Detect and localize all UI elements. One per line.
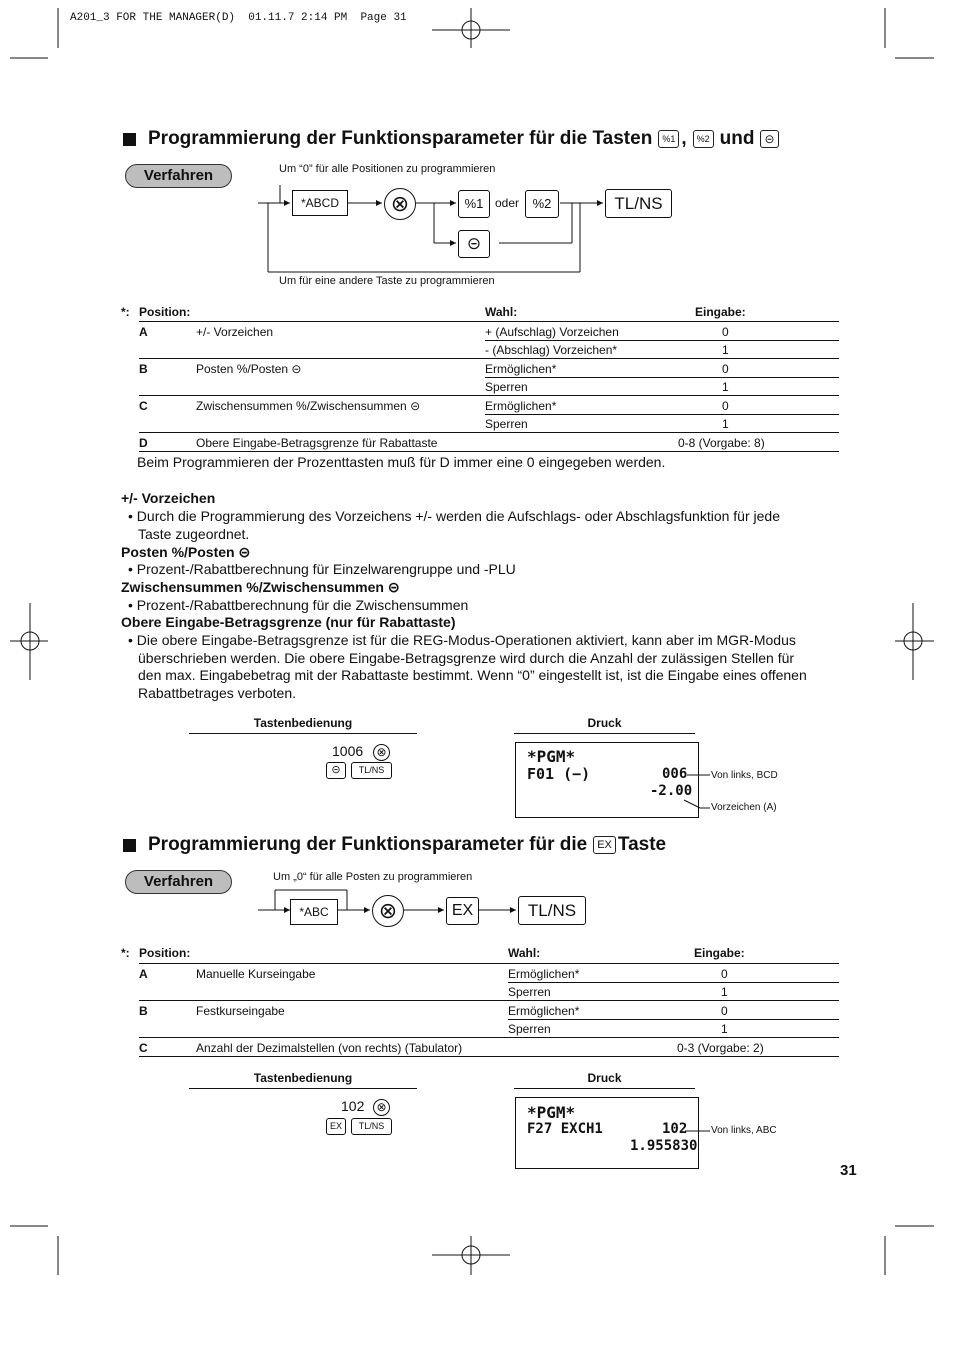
minus-key-icon: ⊝	[326, 762, 346, 779]
receipt-line: *PGM*	[527, 747, 576, 766]
row-value: 1	[722, 417, 729, 431]
druck-label: Druck	[587, 716, 622, 730]
title-und: und	[719, 128, 755, 149]
abcd-box: *ABCD	[292, 190, 348, 216]
row-code: A	[139, 967, 148, 981]
expl-head: Obere Eingabe-Betragsgrenze (nur für Rabattaste)	[121, 614, 456, 630]
row-value: 0-8 (Vorgabe: 8)	[678, 436, 765, 450]
row-code: B	[139, 362, 148, 376]
row-option: + (Aufschlag) Vorzeichen	[485, 325, 619, 339]
row-option: Ermöglichen*	[485, 399, 557, 413]
verfahren-badge: Verfahren	[125, 164, 232, 188]
expl-head: Posten %/Posten ⊝	[121, 544, 251, 560]
table2-head-wahl: Wahl:	[508, 946, 541, 960]
multiply-key-icon: ⊗	[373, 744, 390, 761]
row-desc: Zwischensummen %/Zwischensummen ⊝	[196, 399, 421, 413]
flow1-note-bottom: Um für eine andere Taste zu programmieren	[279, 275, 495, 287]
section1-title-text: Programmierung der Funktionsparameter für die Tasten	[148, 128, 653, 149]
table2-head-position: Position:	[139, 946, 191, 960]
multiply-key-icon: ⊗	[373, 1099, 390, 1116]
key-minus-icon: ⊝	[760, 130, 778, 148]
table2-head-eingabe: Eingabe:	[694, 946, 745, 960]
ex-key: EX	[446, 897, 479, 925]
page-number: 31	[840, 1162, 857, 1179]
row-value: 1	[722, 343, 729, 357]
row-option: Sperren	[485, 380, 528, 394]
expl-line: den max. Eingabebetrag mit der Rabattaste bestimmt. Wenn “0” eingestellt ist, ist die Eingabe eines offenen	[138, 667, 807, 683]
receipt-line: 006	[662, 766, 688, 782]
expl-line: • Die obere Eingabe-Betragsgrenze ist für die REG-Modus-Operationen aktiviert, kann aber im MGR-Modus	[128, 632, 796, 648]
section2-title	[123, 834, 666, 856]
key-ex-icon: EX	[593, 836, 616, 854]
receipt-line: F01 (−)	[527, 765, 591, 783]
row-code: D	[139, 436, 148, 450]
table1-head-position: Position:	[139, 305, 191, 319]
table2-star: *:	[121, 946, 130, 960]
row-value: 0	[722, 399, 729, 413]
row-option: - (Abschlag) Vorzeichen*	[485, 343, 618, 357]
key-seq-number: 1006	[332, 743, 364, 759]
row-desc: Festkurseingabe	[196, 1004, 285, 1018]
row-option: Ermöglichen*	[508, 967, 580, 981]
expl-line: • Durch die Programmierung des Vorzeichens +/- werden die Aufschlags- oder Abschlagsfunktion für jede	[128, 508, 780, 524]
ex-key: EX	[326, 1118, 346, 1135]
pct1-key: %1	[458, 190, 490, 218]
receipt-line: *PGM*	[527, 1103, 576, 1122]
row-desc: Anzahl der Dezimalstellen (von rechts) (Tabulator)	[196, 1041, 463, 1055]
row-desc: Obere Eingabe-Betragsgrenze für Rabattaste	[196, 436, 438, 450]
row-option: Sperren	[508, 985, 551, 999]
title-comma: ,	[681, 128, 687, 149]
flow1-note-top: Um “0” für alle Positionen zu programmieren	[279, 163, 496, 175]
row-code: C	[139, 399, 148, 413]
receipt-line: 1.955830	[630, 1138, 698, 1154]
expl-head: +/- Vorzeichen	[121, 490, 216, 506]
callout-label: Von links, BCD	[711, 770, 778, 781]
row-value: 0-3 (Vorgabe: 2)	[677, 1041, 764, 1055]
row-desc: +/- Vorzeichen	[196, 325, 274, 339]
row-code: C	[139, 1041, 148, 1055]
expl-line: überschrieben werden. Die obere Eingabe-Betragsgrenze wird durch die Anzahl der zulässigen Stellen für	[138, 650, 795, 666]
expl-head: Zwischensummen %/Zwischensummen ⊝	[121, 579, 400, 595]
receipt-line: 102	[662, 1121, 688, 1137]
tlns-key: TL/NS	[351, 1118, 392, 1135]
expl-line: • Prozent-/Rabattberechnung für Einzelwarengruppe und -PLU	[128, 561, 516, 577]
key-seq-number: 102	[341, 1098, 365, 1114]
tlns-key: TL/NS	[605, 189, 672, 218]
row-code: B	[139, 1004, 148, 1018]
row-value: 1	[721, 1022, 728, 1036]
row-option: Sperren	[508, 1022, 551, 1036]
row-value: 0	[722, 362, 729, 376]
druck-label: Druck	[587, 1071, 622, 1085]
multiply-key-icon: ⊗	[372, 895, 404, 927]
receipt-line: F27 EXCH1	[527, 1121, 603, 1137]
key-pct2-icon: %2	[693, 130, 714, 148]
abc-box: *ABC	[290, 899, 338, 925]
print-header: A201_3 FOR THE MANAGER(D) 01.11.7 2:14 PM Page 31	[70, 12, 407, 24]
section2-title-post: Taste	[617, 834, 667, 855]
tlns-key: TL/NS	[351, 762, 392, 779]
expl-line: • Prozent-/Rabattberechnung für die Zwischensummen	[128, 597, 469, 613]
receipt-line: -2.00	[650, 783, 693, 799]
table1-star: *:	[121, 305, 130, 319]
pct2-key: %2	[525, 190, 559, 218]
row-value: 0	[721, 1004, 728, 1018]
tlns-key: TL/NS	[518, 896, 586, 925]
row-desc: Manuelle Kurseingabe	[196, 967, 316, 981]
table1-head-eingabe: Eingabe:	[695, 305, 746, 319]
oder-label: oder	[495, 196, 520, 210]
minus-key-icon: ⊝	[458, 230, 490, 258]
row-desc: Posten %/Posten ⊝	[196, 362, 302, 376]
verfahren-badge: Verfahren	[125, 870, 232, 894]
row-value: 1	[721, 985, 728, 999]
expl-line: Taste zugeordnet.	[138, 526, 250, 542]
bullet-square	[123, 839, 136, 852]
section2-title-text: Programmierung der Funktionsparameter für die	[148, 834, 588, 855]
row-code: A	[139, 325, 148, 339]
multiply-key-icon: ⊗	[384, 188, 416, 220]
row-option: Sperren	[485, 417, 528, 431]
callout-label: Von links, ABC	[711, 1125, 777, 1136]
expl-line: Rabattbetrages verboten.	[138, 685, 296, 701]
key-pct1-icon: %1	[658, 130, 679, 148]
tastenbedienung-label: Tastenbedienung	[253, 1071, 353, 1085]
callout-label: Vorzeichen (A)	[711, 802, 777, 813]
tastenbedienung-label: Tastenbedienung	[253, 716, 353, 730]
table1-head-wahl: Wahl:	[485, 305, 518, 319]
row-option: Ermöglichen*	[508, 1004, 580, 1018]
row-value: 1	[722, 380, 729, 394]
row-option: Ermöglichen*	[485, 362, 557, 376]
row-value: 0	[721, 967, 728, 981]
flow2-note-top: Um „0“ für alle Posten zu programmieren	[273, 871, 473, 883]
note-d: Beim Programmieren der Prozenttasten muß für D immer eine 0 eingegeben werden.	[137, 454, 666, 470]
row-value: 0	[722, 325, 729, 339]
